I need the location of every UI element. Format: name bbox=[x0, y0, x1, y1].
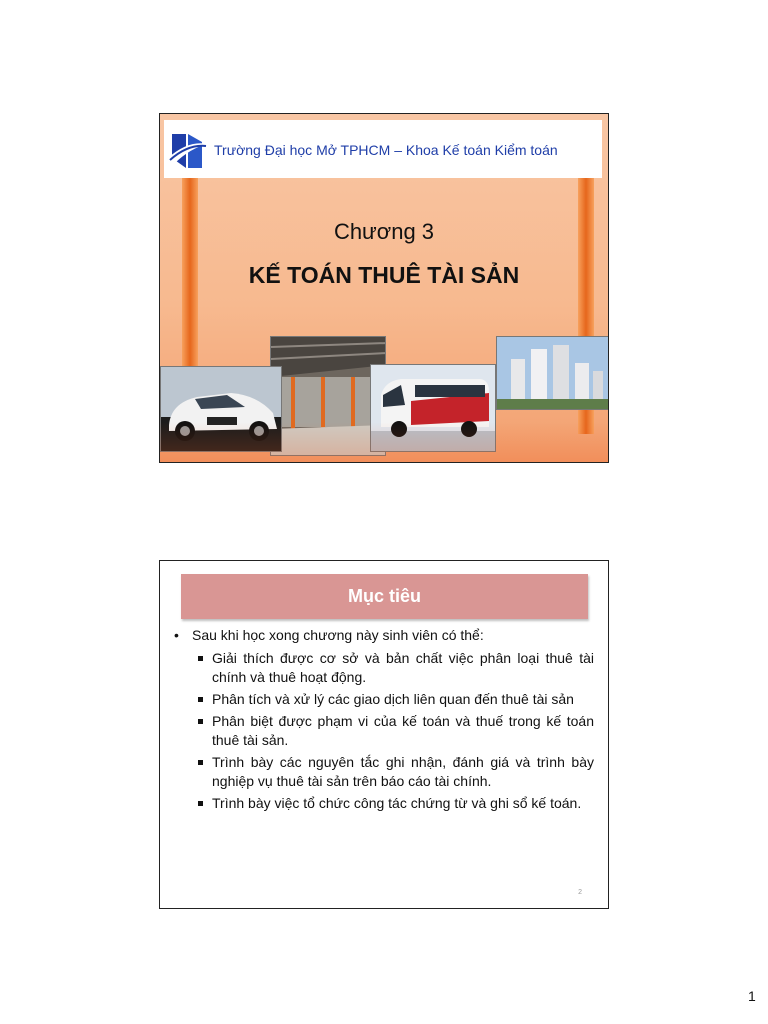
subject-title: KẾ TOÁN THUÊ TÀI SẢN bbox=[248, 262, 520, 288]
objective-item: Trình bày việc tổ chức công tác chứng từ và ghi sổ kế toán. bbox=[198, 794, 594, 813]
square-bullet-icon bbox=[198, 697, 203, 702]
square-bullet-icon bbox=[198, 801, 203, 806]
objective-item: Trình bày các nguyên tắc ghi nhận, đánh giá và trình bày nghiệp vụ thuê tài sản trên báo cáo tài chính. bbox=[198, 753, 594, 791]
objectives-list bbox=[198, 649, 594, 816]
objectives-title: Mục tiêu bbox=[347, 586, 421, 606]
square-bullet-icon bbox=[198, 760, 203, 765]
chapter-title: Chương 3 bbox=[333, 219, 435, 244]
school-name: Trường Đại học Mở TPHCM – Khoa Kế toán Kiểm toán bbox=[214, 142, 558, 158]
slide-2 bbox=[159, 560, 609, 909]
intro-text: Sau khi học xong chương này sinh viên có thể: bbox=[192, 627, 484, 643]
page-number: 1 bbox=[748, 988, 756, 1004]
objective-item: Phân biệt được phạm vi của kế toán và thuế trong kế toán thuê tài sản. bbox=[198, 712, 594, 750]
slide-header bbox=[164, 120, 602, 178]
objective-item: Giải thích được cơ sở và bản chất việc phân loại thuê tài chính và thuê hoạt động. bbox=[198, 649, 594, 687]
objectives-title-box bbox=[181, 574, 588, 619]
square-bullet-icon bbox=[198, 719, 203, 724]
bullet-dot: • bbox=[174, 627, 179, 643]
slide-1 bbox=[159, 113, 609, 463]
buildings-photo bbox=[496, 336, 609, 410]
square-bullet-icon bbox=[198, 656, 203, 661]
bottom-shade bbox=[160, 422, 608, 462]
objectives-intro bbox=[174, 627, 484, 643]
university-logo-icon bbox=[166, 128, 210, 172]
slide-number: 2 bbox=[578, 889, 582, 896]
objective-item: Phân tích và xử lý các giao dịch liên quan đến thuê tài sản bbox=[198, 690, 594, 709]
